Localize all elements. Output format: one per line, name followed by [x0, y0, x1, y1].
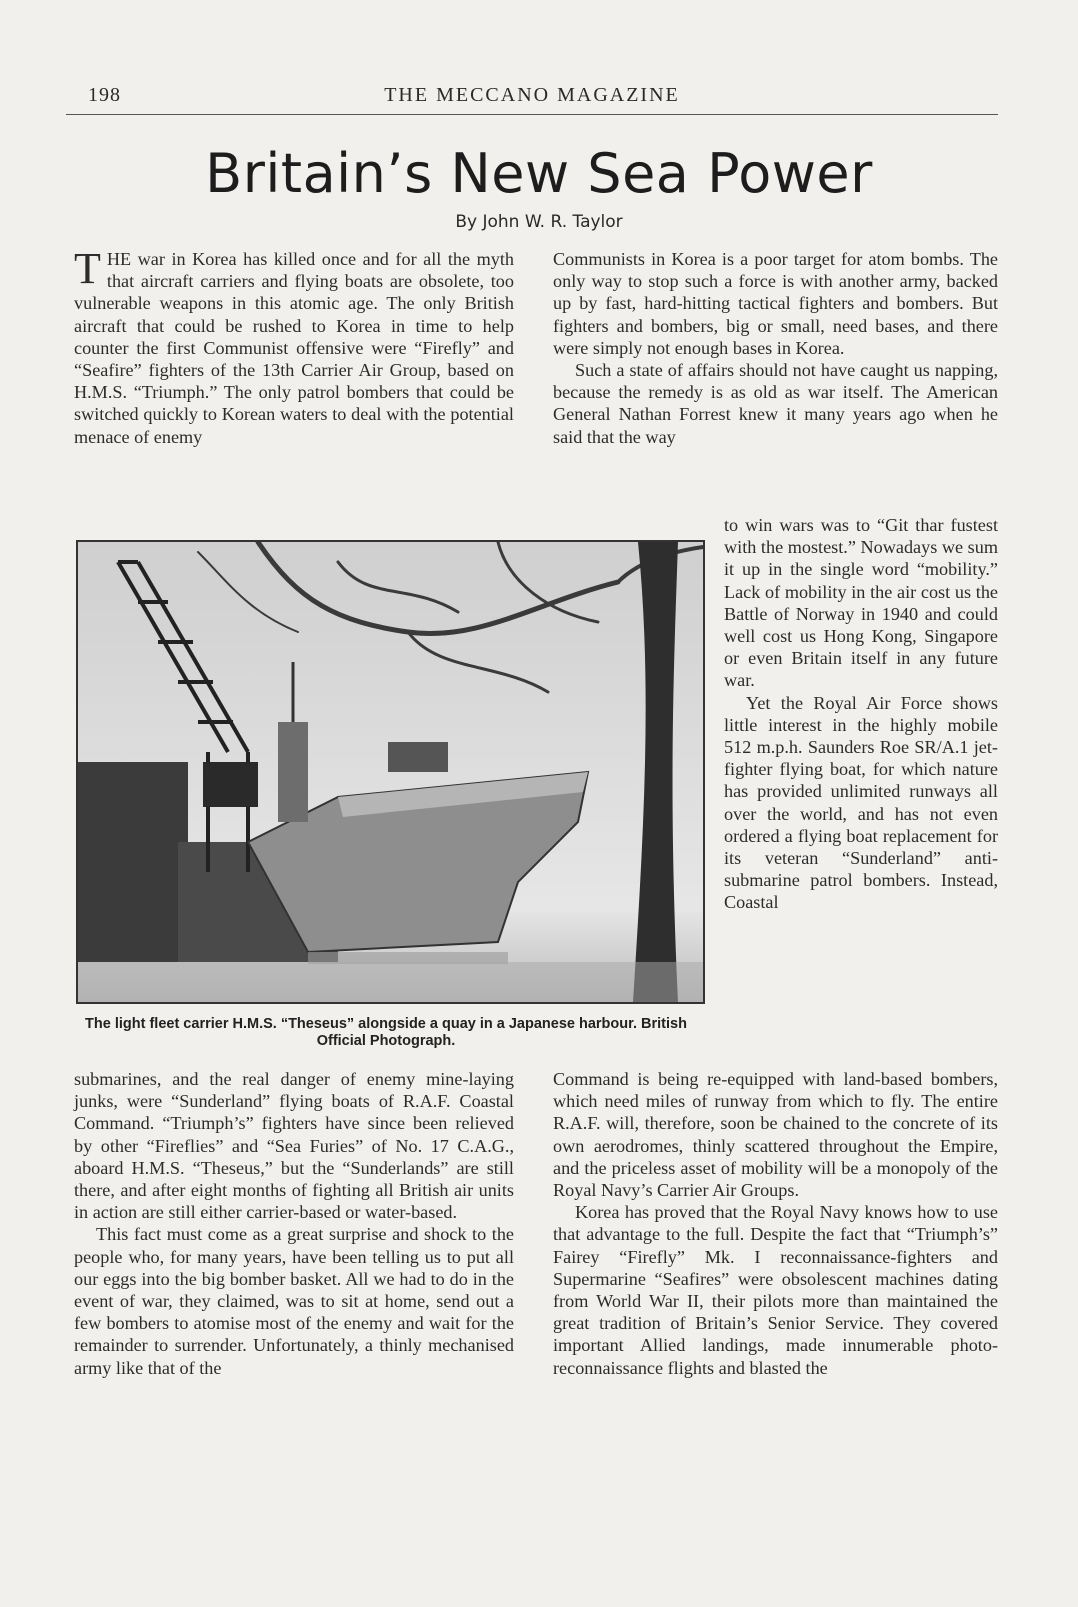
page-header: [66, 80, 998, 115]
paragraph: Yet the Royal Air Force shows little interest in the highly mobile 512 m.p.h. Saunders Roe SR/A.1 jet-fighter flying boat, for which nature has provided unlimited runways all over the world, and has not even ordered a flying boat replacement for its veteran “Sunderland” anti-submarine patrol bombers. Instead, Coastal: [724, 692, 998, 913]
magazine-title: THE MECCANO MAGAZINE: [384, 84, 680, 106]
paragraph: Command is being re-equipped with land-based bombers, which need miles of runway from which to fly. The entire R.A.F. will, therefore, soon be chained to the concrete of its own aerodromes, thinly scattered throughout the Empire, and the priceless asset of mobility will be a monopoly of the Royal Navy’s Carrier Air Groups.: [553, 1069, 998, 1201]
drop-cap: T: [74, 244, 101, 293]
paragraph-text: HE war in Korea has killed once and for all the myth that aircraft carriers and flying boats are obsolete, too vulnerable weapons in this atomic age. The only British aircraft that could be rushed to Korea in time to help counter the first Communist offensive were “Firefly” and “Seafire” fighters of the 13th Carrier Air Group, based on H.M.S. “Triumph.” The only patrol bombers that could be switched quickly to Korean waters to deal with the potential menace of enemy: [74, 249, 514, 447]
paragraph: Communists in Korea is a poor target for atom bombs. The only way to stop such a force is with another army, backed up by fast, hard-hitting tactical fighters and bombers. But fighters and bombers, big or small, need bases, and there were simply not enough bases in Korea.: [553, 249, 998, 358]
column-2-bottom: [553, 1068, 998, 1508]
column-1-bottom: [74, 1068, 514, 1508]
paragraph: [74, 244, 514, 448]
page-number: 198: [88, 84, 121, 106]
figure-caption: The light fleet carrier H.M.S. “Theseus” alongside a quay in a Japanese harbour. British Official Photograph.: [85, 1016, 687, 1049]
paragraph: Korea has proved that the Royal Navy knows how to use that advantage to the full. Despite the fact that “Triumph’s” Fairey “Firefly” Mk. I reconnaissance-fighters and Supermarine “Seafires” were obsolescent machines dating from World War II, their pilots more than maintained the great tradition of Britain’s Senior Service. They covered important Allied landings, made innumerable photo-reconnaissance flights and blasted the: [553, 1202, 998, 1378]
column-1-top: [74, 244, 514, 518]
article-byline: By John W. R. Taylor: [455, 212, 623, 232]
paragraph: to win wars was to “Git thar fustest with the mostest.” Nowadays we sum it up in the single word “mobility.” Lack of mobility in the air cost us the Battle of Norway in 1940 and could well cost us Hong Kong, Singapore or even Britain itself in any future war.: [724, 515, 998, 691]
carrier-photograph: [76, 540, 705, 1004]
paragraph: Such a state of affairs should not have caught us napping, because the remedy is as old as war itself. The American General Nathan Forrest knew it many years ago when he said that the way: [553, 360, 998, 447]
article-title: Britain’s New Sea Power: [205, 142, 873, 205]
photo-illustration: [78, 542, 703, 1002]
paragraph: This fact must come as a great surprise and shock to the people who, for many years, have been telling us to put all our eggs into the big bomber basket. All we had to do in the event of war, they claimed, was to sit at home, send out a few bombers to atomise most of the enemy and wait for the remainder to surrender. Unfortunately, a thinly mechanised army like that of the: [74, 1224, 514, 1378]
column-side: [724, 514, 998, 1074]
column-2-top: [553, 248, 998, 518]
paragraph: submarines, and the real danger of enemy mine-laying junks, were “Sunderland” flying boats of R.A.F. Coastal Command. “Triumph’s” fighters have since been relieved by other “Fireflies” and “Sea Furies” of No. 17 C.A.G., aboard H.M.S. “Theseus,” but the “Sunderlands” are still there, and after eight months of fighting all British air units in action are still either carrier-based or water-based.: [74, 1069, 514, 1223]
